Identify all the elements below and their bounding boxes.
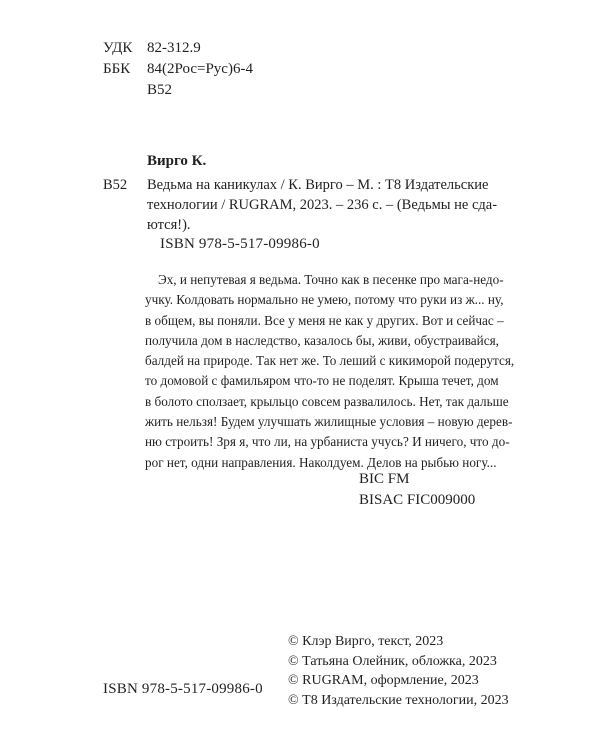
description-line: ются!). <box>147 217 191 233</box>
description-line: Ведьма на каникулах / К. Вирго – М. : Т8 Издательские <box>147 177 489 193</box>
copyright-line: © RUGRAM, оформление, 2023 <box>288 673 479 688</box>
author-name: Вирго К. <box>147 153 207 169</box>
catalog-block <box>103 38 253 101</box>
bisac-code: BISAC FIC009000 <box>359 492 476 508</box>
author-mark-row <box>103 80 253 101</box>
record-author-mark: В52 <box>103 177 128 193</box>
annotation-line: то домовой с фамильяром что-то не поделят. Крыша течет, дом <box>145 373 499 389</box>
annotation <box>145 270 515 473</box>
annotation-line: жить нельзя! Будем улучшать жилищные условия – новую дерев- <box>145 414 513 430</box>
copyright-line: © Клэр Вирго, текст, 2023 <box>288 634 444 649</box>
annotation-line: учку. Колдовать нормально не умею, потому что руки из ж... ну, <box>145 292 504 308</box>
bbk-row <box>103 59 253 80</box>
copyright-line: © Т8 Издательские технологии, 2023 <box>288 692 509 708</box>
spacer <box>103 80 147 101</box>
footer-isbn: ISBN 978-5-517-09986-0 <box>103 681 263 697</box>
annotation-line: рог нет, одни направления. Наколдуем. Делов на рыбью ногу... <box>145 454 497 470</box>
annotation-line: ню строить! Зря я, что ли, на урбаниста учусь? И ничего, что до- <box>145 434 510 450</box>
copyright-line: © Татьяна Олейник, обложка, 2023 <box>288 653 497 669</box>
udk-value: 82-312.9 <box>147 40 201 56</box>
annotation-line: в болото сползает, крыльцо совсем развалилось. Нет, так дальше <box>145 393 509 409</box>
annotation-line: балдей на природе. Так нет же. То леший с кикиморой подерутся, <box>145 353 515 369</box>
udk-row <box>103 38 253 59</box>
udk-label: УДК <box>103 40 133 56</box>
author-mark-top: В52 <box>147 82 173 98</box>
bic-code: BIC FM <box>359 471 410 487</box>
copyright-block <box>288 632 509 710</box>
annotation-line: в общем, вы поняли. Все у меня не как у других. Вот и сейчас – <box>145 312 504 328</box>
bbk-label: ББК <box>103 61 131 77</box>
description-line: технологии / RUGRAM, 2023. – 236 с. – (Ведьмы не сда- <box>147 197 498 213</box>
bibliographic-description <box>147 175 497 235</box>
annotation-line: получила дом в наследство, казалось бы, живи, обустраивайся, <box>145 332 499 348</box>
annotation-line: Эх, и непутевая я ведьма. Точно как в песенке про мага-недо- <box>158 272 504 287</box>
bbk-value: 84(2Рос=Рус)6-4 <box>147 61 253 77</box>
record-isbn: ISBN 978-5-517-09986-0 <box>160 236 320 252</box>
classification-block <box>359 469 475 511</box>
